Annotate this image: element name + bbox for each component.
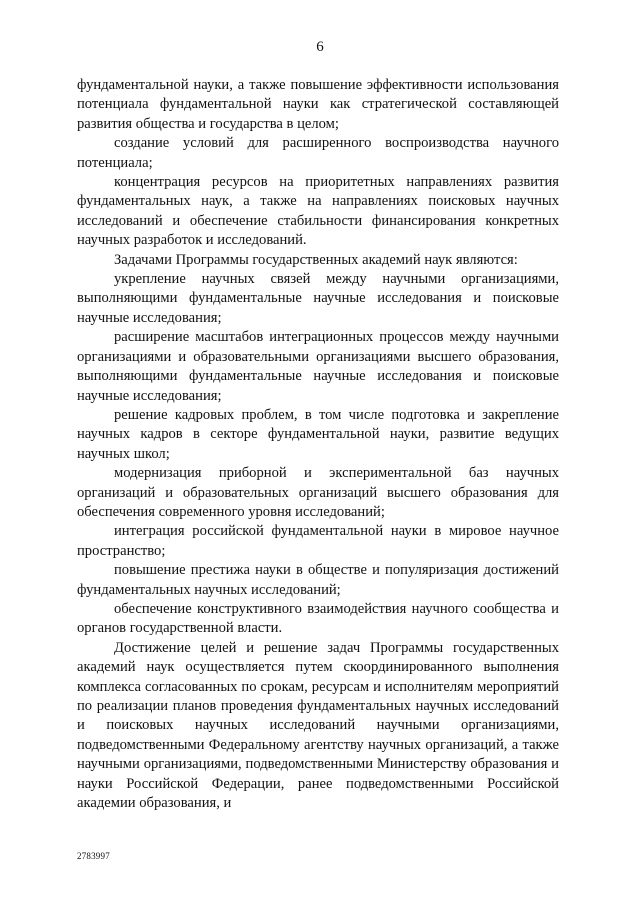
paragraph-task-world-integration: интеграция российской фундаментальной науки в мировое научное пространство; [77, 523, 559, 559]
document-code: 2783997 [77, 851, 110, 861]
paragraph-task-interaction: обеспечение конструктивного взаимодействия научного сообщества и органов государственной власти. [77, 600, 559, 637]
paragraph-task-prestige: повышение престижа науки в обществе и популяризация достижений фундаментальных научных исследований; [77, 562, 559, 598]
page-number: 6 [316, 39, 324, 55]
paragraph-scientific-potential: создание условий для расширенного воспроизводства научного потенциала; [77, 135, 559, 171]
paragraph-task-modernization: модернизация приборной и экспериментальной баз научных организаций и образовательных организаций высшего образования для обеспечения современного уровня исследований; [77, 465, 559, 520]
paragraph-task-personnel: решение кадровых проблем, в том числе подготовка и закрепление научных кадров в секторе фундаментальной науки, развитие ведущих научных школ; [77, 406, 559, 462]
paragraph-resource-concentration: концентрация ресурсов на приоритетных направлениях развития фундаментальных наук, а также на направлениях поисковых научных исследований и обеспечение стабильности финансирования конкретных научных разработок и исследований. [77, 174, 559, 249]
paragraph-task-scientific-links: укрепление научных связей между научными организациями, выполняющими фундаментальные научные исследования и поисковые научные исследования; [77, 271, 559, 326]
paragraph-task-integration: расширение масштабов интеграционных процессов между научными организациями и образовательными организациями высшего образования, выполняющими фундаментальные научные исследования и поисковые научные исследования; [77, 329, 559, 404]
document-body [77, 76, 559, 813]
paragraph-goal-continuation: фундаментальной науки, а также повышение эффективности использования потенциала фундаментальной науки как стратегической составляющей развития общества и государства в целом; [77, 77, 559, 132]
paragraph-tasks-heading: Задачами Программы государственных академий наук являются: [114, 251, 518, 268]
paragraph-achievement: Достижение целей и решение задач Программы государственных академий наук осуществляется путем скоординированного выполнения комплекса согласованных по срокам, ресурсам и исполнителям мероприятий по реализации планов проведения фундаментальных научных исследований и поисковых научных исследований научными организациями, подведомственными Федеральному агентству научных организаций, а также научными организациями, подведомственными Министерству образования и науки Российской Федерации, ранее подведомственными Российской академии образования, и [77, 639, 559, 812]
